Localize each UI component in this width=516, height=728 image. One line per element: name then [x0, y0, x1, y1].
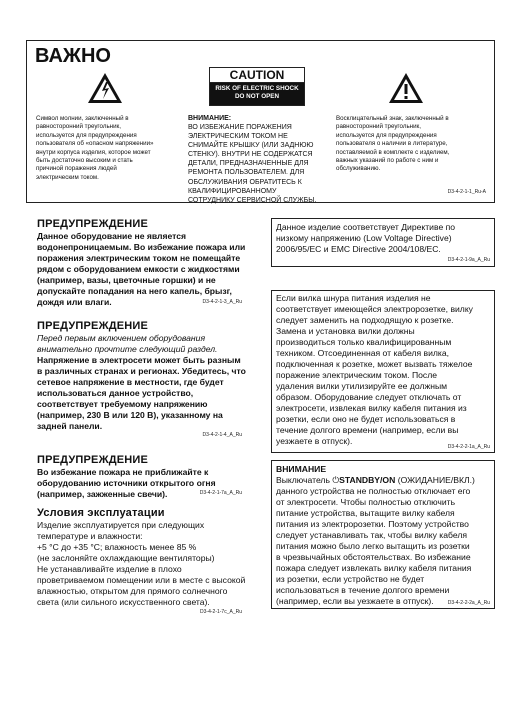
warning-1-text: Данное оборудование не является водонепроницаемым. Во избежание пожара или поражения электрическим током не помещайте рядом с оборудованием емкости с жидкостями (например, вазы, цветочные горшки) и не допускайте попадания на него капель, брызг, дождя или влаги. [37, 231, 246, 307]
warning-2-code: D3-4-2-1-4_A_Ru [202, 432, 242, 438]
standby-text: данного устройства не полностью отключает его от электросети. Чтобы полностью отключить питание устройства, вытащите вилку кабеля питания из электророзетки. Поэтому устройство следует устанавливать так, чтобы вилку кабеля питания можно было легко вытащить из розетки в чрезвычайных обстоятельствах. Во избежание пожара следует извлекать вилку кабеля питания из розетки, если устройство не будет использоваться в течение долгого времени (например, если вы уезжаете в отпуск). [276, 486, 472, 606]
standby-pre: Выключатель [276, 475, 333, 485]
caution-label [209, 67, 305, 106]
conditions-heading: Условия эксплуатации [37, 507, 165, 519]
plug-text: Если вилка шнура питания изделия не соответствует имеющейся электророзетке, вилку следует заменить на подходящую к розетке. Замена и установка вилки должны производиться только квалифицированным техником. Отсоединенная от кабеля вилка, подключенная к розетке, может вызвать тяжелое поражение электрическим током. После удаления вилки утилизируйте ее должным образом. Оборудование следует отключать от электросети, извлекая вилку кабеля питания из розетки, если оно не будет использоваться в течение долгого времени (например, если вы уезжаете в отпуск). [276, 293, 473, 446]
lightning-symbol-text: Символ молнии, заключенный в равносторонний треугольник, используется для предупреждения пользователя об «опасном напряжении» внутри корпуса изделия, которое может быть достаточно высоким и стать причиной поражения людей электрическим током. [36, 115, 154, 181]
caution-explanation [188, 114, 338, 205]
warning-2-text: Напряжение в электросети может быть разным в различных странах и регионах. Убедитесь, что сетевое напряжение в местности, где будет использоваться данное устройство, соответствует требуемому напряжению (например, 230 В или 120 В), указанному на задней панели. [37, 355, 246, 431]
caution-line-2: DO NOT OPEN [234, 93, 280, 100]
important-code: D3-4-2-1-1_Ru-A [447, 189, 486, 195]
standby-first-line [276, 475, 492, 486]
exclamation-warning-icon [388, 72, 424, 104]
warning-3-heading: ПРЕДУПРЕЖДЕНИЕ [37, 454, 149, 466]
warning-2-heading: ПРЕДУПРЕЖДЕНИЕ [37, 320, 149, 332]
warning-1-heading: ПРЕДУПРЕЖДЕНИЕ [37, 218, 149, 230]
standby-heading: ВНИМАНИЕ [276, 464, 327, 474]
important-title: ВАЖНО [35, 45, 111, 67]
standby-code: D3-4-2-2-2a_A_Ru [447, 600, 490, 606]
caution-title: CAUTION [210, 68, 304, 83]
power-symbol-icon: ⏻ [332, 475, 340, 485]
warning-3-text: Во избежание пожара не приближайте к оборудованию источники открытого огня (например, зажженные свечи). [37, 467, 216, 499]
plug-code: D3-4-2-2-1a_A_Ru [447, 444, 490, 450]
standby-post: (ОЖИДАНИЕ/ВКЛ.) [395, 475, 475, 485]
conditions-text: Изделие эксплуатируется при следующих температуре и влажности: +5 °C до +35 °C; влажность менее 85 % (не заслоняйте охлаждающие вентиляторы) Не устанавливайте изделие в плохо проветриваемом помещении или в месте с высокой влажностью, открытом для прямого солнечного света (или сильного искусственного света). [37, 520, 246, 607]
directive-code: D3-4-2-1-9a_A_Ru [447, 257, 490, 263]
caution-text: ВО ИЗБЕЖАНИЕ ПОРАЖЕНИЯ ЭЛЕКТРИЧЕСКИМ ТОКОМ НЕ СНИМАЙТЕ КРЫШКУ (ИЛИ ЗАДНЮЮ СТЕНКУ). ВНУТРИ НЕ СОДЕРЖАТСЯ ДЕТАЛИ, ПРЕДНАЗНАЧЕННЫЕ ДЛЯ РЕМОНТА ПОЛЬЗОВАТЕЛЕМ. ДЛЯ ОБСЛУЖИВАНИЯ ОБРАТИТЕСЬ К КВАЛИФИЦИРОВАННОМУ СОТРУДНИКУ СЕРВИСНОЙ СЛУЖБЫ. [188, 124, 317, 204]
caution-subtitle [210, 83, 304, 105]
exclamation-symbol-text: Восклицательный знак, заключенный в равносторонний треугольник, используется для предупреждения пользователя о наличии в литературе, поставляемой в комплекте с изделием, важных указаний по работе с ним и обслуживанию. [336, 115, 450, 173]
caution-line-1: RISK OF ELECTRIC SHOCK [215, 85, 299, 92]
lightning-warning-icon [87, 72, 123, 104]
warning-3-code: D3-4-2-1-7a_A_Ru [199, 490, 242, 496]
standby-button-name: STANDBY/ON [339, 475, 396, 485]
warning-1-code: D3-4-2-1-3_A_Ru [202, 299, 242, 305]
directive-text: Данное изделие соответствует Директиве по низкому напряжению (Low Voltage Directive) 2006/95/EC и EMC Directive 2004/108/EC. [276, 222, 456, 254]
caution-heading: ВНИМАНИЕ: [188, 115, 232, 122]
warning-2-intro: Перед первым включением оборудования внимательно прочтите следующий раздел. [37, 333, 218, 354]
conditions-code: D3-4-2-1-7c_A_Ru [200, 609, 242, 615]
